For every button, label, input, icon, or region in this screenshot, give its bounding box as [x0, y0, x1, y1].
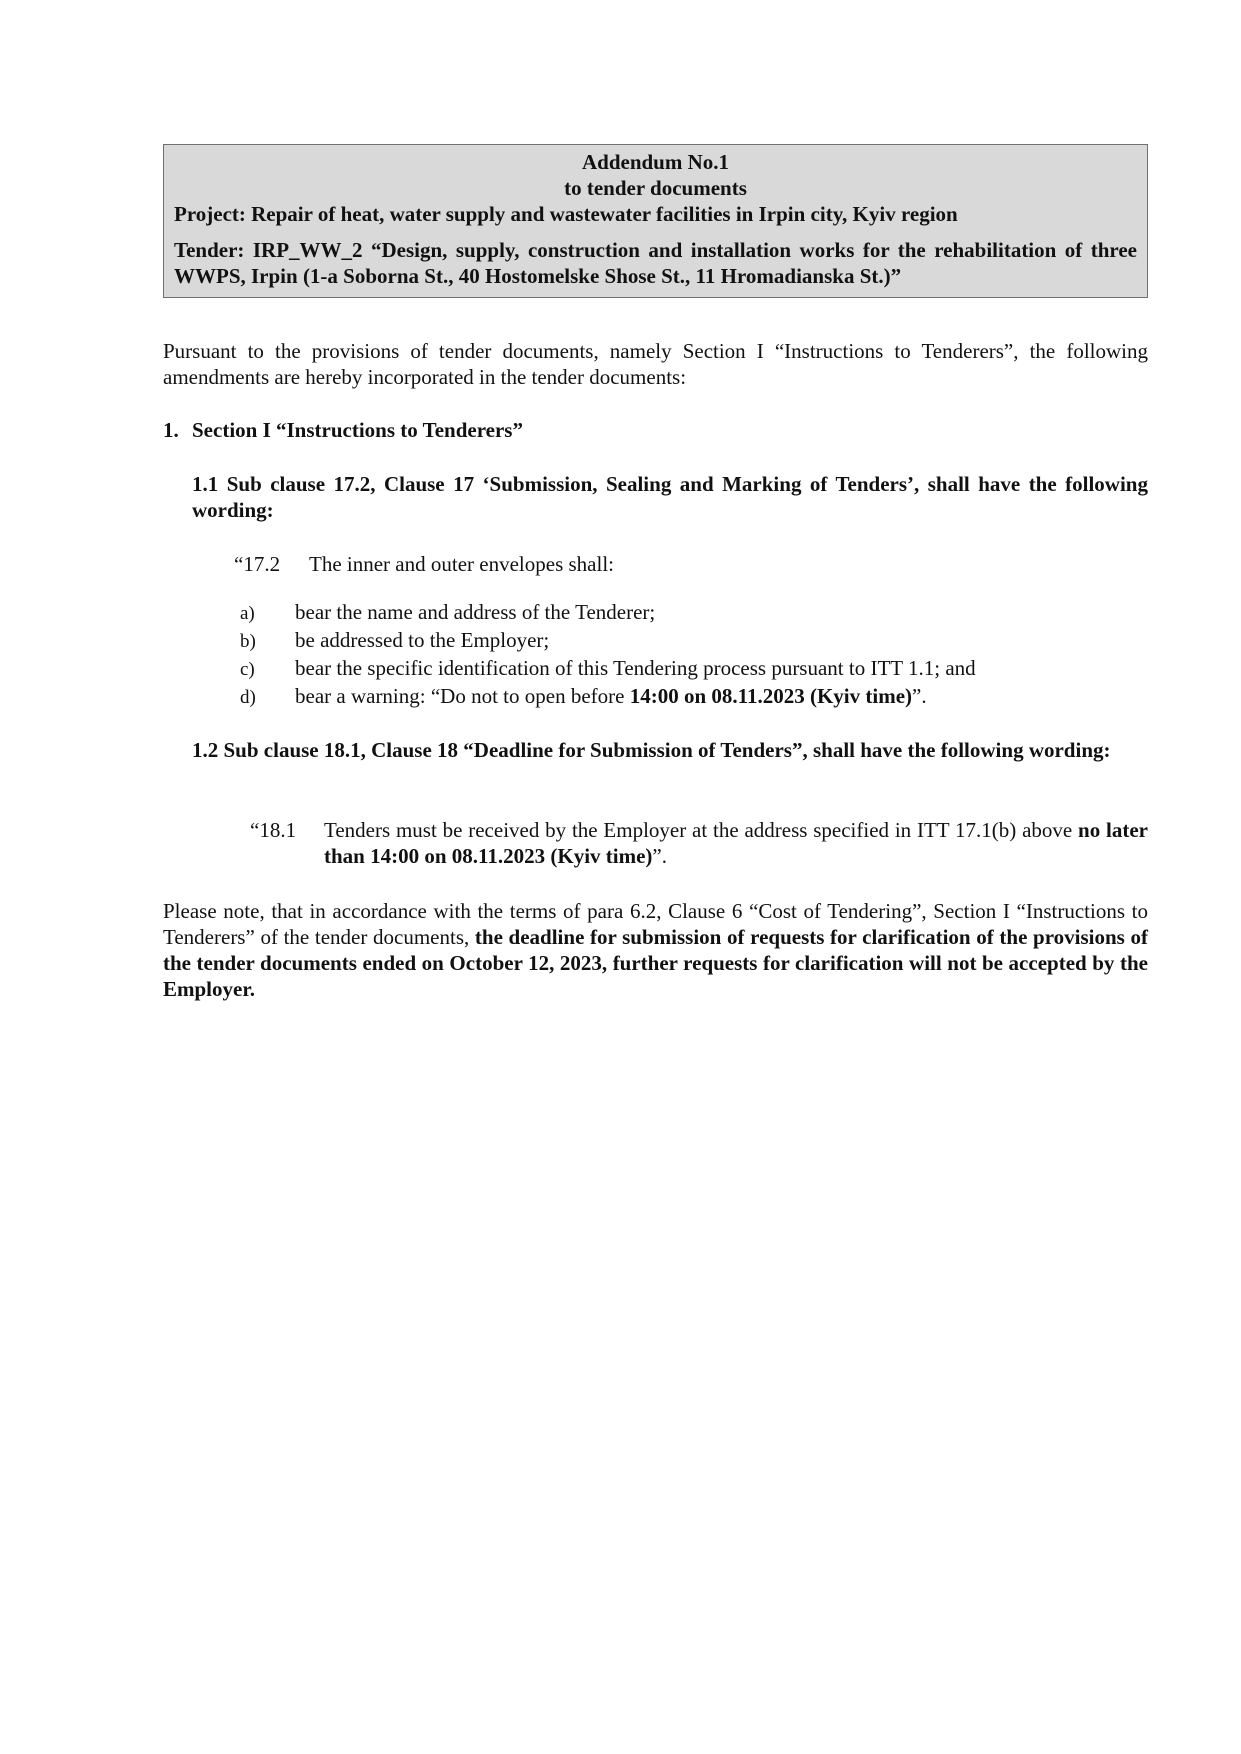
- quote-18-1: [250, 817, 1148, 869]
- list-item-letter: c): [240, 659, 255, 680]
- list-item-letter: b): [240, 631, 256, 652]
- list-item: [240, 683, 1140, 711]
- addendum-header-box: [163, 144, 1148, 298]
- list-item-deadline: 14:00 on 08.11.2023 (Kyiv time): [629, 684, 913, 708]
- list-item-text: be addressed to the Employer;: [295, 628, 550, 652]
- list-item: [240, 599, 1140, 627]
- quote-18-1-number: “18.1: [250, 818, 297, 842]
- quote-18-1-tail: ”.: [652, 844, 667, 868]
- quote-18-1-text: [324, 817, 1148, 869]
- intro-paragraph: Pursuant to the provisions of tender documents, namely Section I “Instructions to Tenderers”, the following amendments are hereby incorporated in the tender documents:: [163, 339, 1148, 389]
- list-item-text: bear the name and address of the Tenderer;: [295, 600, 656, 624]
- list-item-letter: d): [240, 687, 256, 708]
- list-item-letter: a): [240, 603, 255, 624]
- section-1-heading: [163, 417, 523, 443]
- quote-17-2-number: “17.2: [234, 552, 281, 576]
- quote-18-1-deadline: no later than 14:00 on 08.11.2023 (Kyiv time): [324, 818, 1148, 868]
- tender-line: Tender: IRP_WW_2 “Design, supply, construction and installation works for the rehabilitation of three WWPS, Irpin (1-a Soborna St., 40 Hostomelske Shose St., 11 Hromadianska St.)”: [174, 238, 1137, 288]
- clarification-note: [163, 898, 1148, 1002]
- list-item-text: bear the specific identification of this Tendering process pursuant to ITT 1.1; and: [295, 656, 976, 680]
- section-1-number: 1.: [163, 418, 179, 442]
- clause-1-2-heading: 1.2 Sub clause 18.1, Clause 18 “Deadline for Submission of Tenders”, shall have the following wording:: [192, 738, 1111, 762]
- clause-1-1-heading: 1.1 Sub clause 17.2, Clause 17 ‘Submission, Sealing and Marking of Tenders’, shall have the following wording:: [192, 472, 1148, 522]
- list-item-text: bear a warning: “Do not to open before: [295, 684, 630, 708]
- note-bold: the deadline for submission of requests for clarification of the provisions of the tender documents ended on October 12, 2023, further requests for clarification will not be accepted by the Employer.: [163, 925, 1148, 1001]
- project-line: Project: Repair of heat, water supply and wastewater facilities in Irpin city, Kyiv region: [174, 202, 958, 226]
- quote-17-2-text: The inner and outer envelopes shall:: [309, 552, 614, 576]
- list-item: [240, 655, 1140, 683]
- quote-18-1-plain: Tenders must be received by the Employer at the address specified in ITT 17.1(b) above: [324, 818, 1079, 842]
- list-item: [240, 627, 1140, 655]
- list-item-tail: ”.: [912, 684, 927, 708]
- addendum-subtitle: to tender documents: [564, 176, 747, 200]
- section-1-title: Section I “Instructions to Tenderers”: [192, 418, 523, 442]
- note-plain: Please note, that in accordance with the terms of para 6.2, Clause 6 “Cost of Tendering”, Section I “Instructions to Tenderers” of the tender documents,: [163, 899, 1148, 949]
- addendum-title: Addendum No.1: [581, 150, 730, 174]
- quote-17-2: [234, 551, 614, 577]
